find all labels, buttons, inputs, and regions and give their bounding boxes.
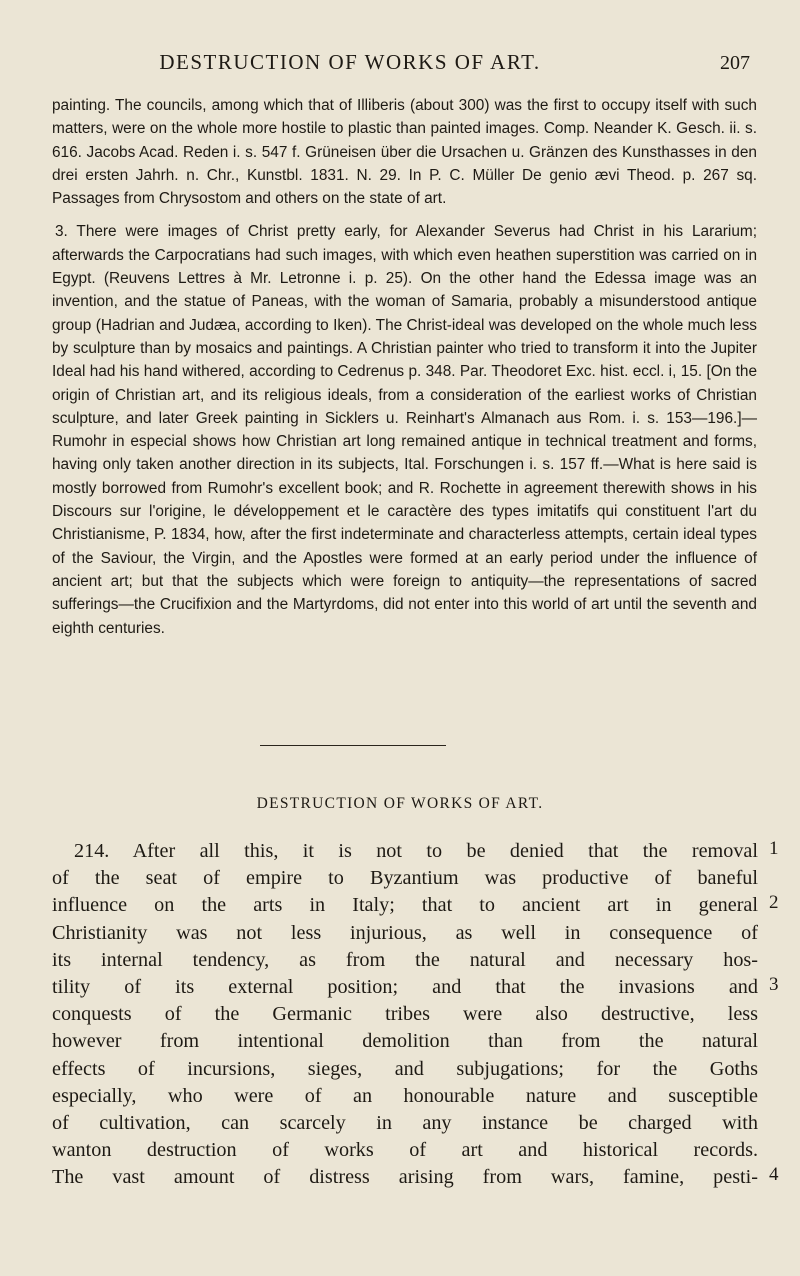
- text-line: effects of incursions, sieges, and subjugations; for the Goths: [52, 1057, 758, 1080]
- text-line: tility of its external position; and that the invasions and: [52, 975, 758, 998]
- section-divider: [260, 745, 446, 746]
- margin-line-number: 1: [769, 838, 779, 859]
- text-line: of cultivation, can scarcely in any instance be charged with: [52, 1111, 758, 1134]
- text-line: however from intentional demolition than from the natural: [52, 1030, 758, 1053]
- text-line: of the seat of empire to Byzantium was productive of baneful: [52, 867, 758, 890]
- page-number: 207: [720, 52, 750, 74]
- text-line: wanton destruction of works of art and historical records.: [52, 1139, 758, 1162]
- text-line: Christianity was not less injurious, as well in consequence of: [52, 921, 758, 944]
- footnotes-block: [52, 94, 757, 640]
- running-head: [0, 50, 800, 80]
- text-line: 214. After all this, it is not to be denied that the removal: [74, 840, 758, 862]
- margin-line-number: 4: [769, 1164, 779, 1185]
- text-line: influence on the arts in Italy; that to ancient art in general: [52, 894, 758, 917]
- main-text-block: [52, 838, 758, 1191]
- margin-line-number: 2: [769, 892, 779, 913]
- note-paragraph: painting. The councils, among which that of Illiberis (about 300) was the first to occupy itself with such matters, were on the whole more hostile to plastic than painted images. Comp. Neander K. Gesch. ii. s. 616. Jacobs Acad. Reden i. s. 547 f. Grüneisen über die Ursachen u. Gränzen des Kunsthasses in den drei ersten Jahrh. n. Chr., Kunstbl. 1831. N. 29. In P. C. Müller De genio ævi Theod. p. 267 sq. Passages from Chrysostom and others on the state of art.: [52, 97, 757, 208]
- text-line: conquests of the Germanic tribes were also destructive, less: [52, 1003, 758, 1026]
- margin-line-number: 3: [769, 974, 779, 995]
- section-heading: DESTRUCTION OF WORKS OF ART.: [256, 795, 544, 812]
- note-paragraph: 3. There were images of Christ pretty early, for Alexander Severus had Christ in his Lararium; afterwards the Carpocratians had such images, with which even heathen superstition was carried on in Egypt. (Reuvens Lettres à Mr. Letronne i. p. 25). On the other hand the Edessa image was an invention, and the statue of Paneas, with the woman of Samaria, probably a misunderstood antique group (Hadrian and Judæa, according to Iken). The Christ-ideal was developed on the whole much less by sculpture than by mosaics and paintings. A Christian painter who tried to transform it into the Jupiter Ideal had his hand withered, according to Cedrenus p. 348. Par. Theodoret Exc. hist. eccl. i, 15. [On the origin of Christian art, and its religious ideals, from a consideration of the earliest works of Christian sculpture, and later Greek painting in Sicklers u. Reinhart's Almanach aus Rom. i. s. 153—196.]—Rumohr in especial shows how Christian art long remained antique in technical treatment and forms, having only taken another direction in its subjects, Ital. Forschungen i. s. 157 ff.—What is here said is mostly borrowed from Rumohr's excellent book; and R. Rochette in agreement therewith shows in his Discours sur l'origine, le développement et le caractère des types imitatifs qui constituent l'art du Christianisme, P. 1834, how, after the first indeterminate and characterless attempts, certain ideal types of the Saviour, the Virgin, and the Apostles were formed at an early period under the influence of ancient art; but that the subjects which were foreign to antiquity—the representations of sacred sufferings—the Crucifixion and the Martyrdoms, did not enter into this world of art until the seventh and eighth centuries.: [52, 223, 757, 637]
- text-line: The vast amount of distress arising from wars, famine, pesti-: [52, 1166, 758, 1189]
- text-line: especially, who were of an honourable nature and susceptible: [52, 1084, 758, 1107]
- text-line: its internal tendency, as from the natural and necessary hos-: [52, 948, 758, 971]
- running-title: DESTRUCTION OF WORKS OF ART.: [159, 50, 541, 74]
